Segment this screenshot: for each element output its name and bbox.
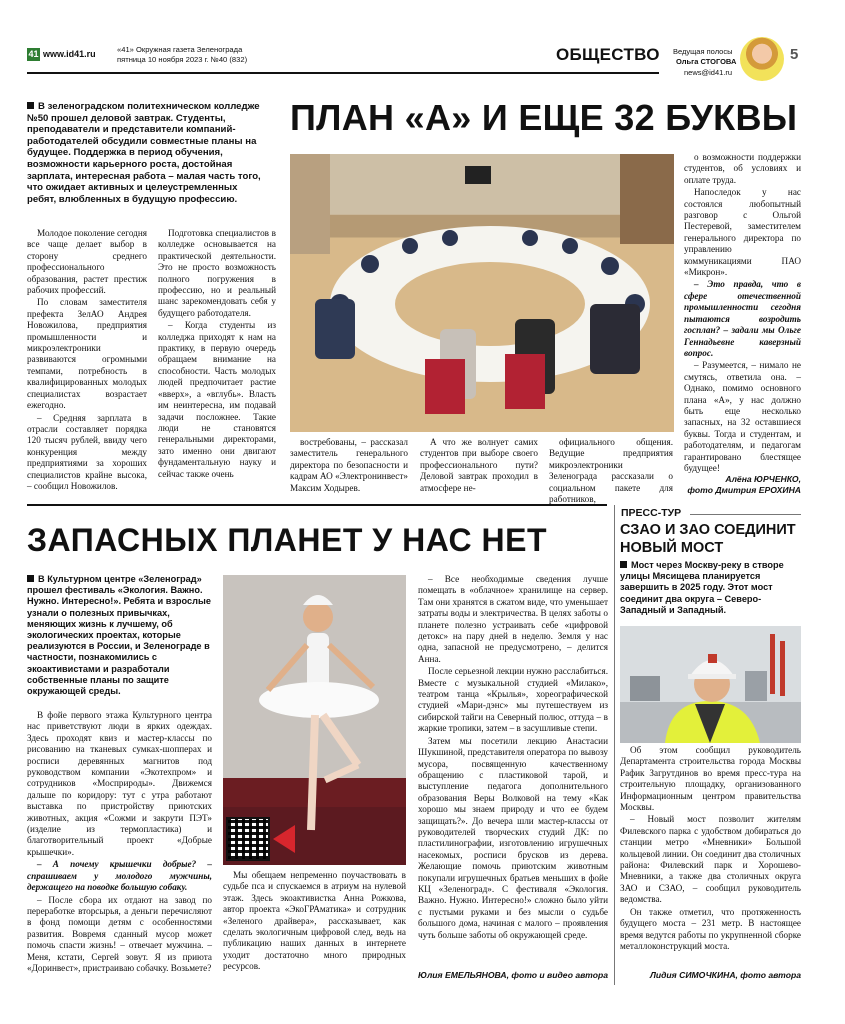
paper-name: «41» Окружная газета Зеленограда bbox=[117, 45, 243, 54]
section-divider bbox=[27, 504, 607, 506]
qr-code-icon[interactable] bbox=[226, 817, 270, 861]
bullet-square-icon bbox=[620, 561, 627, 568]
article1-byline: Алёна ЮРЧЕНКО, фото Дмитрия ЕРОХИНА bbox=[687, 474, 801, 495]
article2-photo-dancer bbox=[223, 575, 406, 865]
site-url[interactable]: www.id41.ru bbox=[43, 49, 96, 59]
article1-title: ПЛАН «А» И ЕЩЕ 32 БУКВЫ bbox=[290, 97, 798, 138]
meeting-illustration-icon bbox=[290, 154, 674, 432]
header-rule bbox=[27, 72, 659, 74]
article2-title: ЗАПАСНЫХ ПЛАНЕТ У НАС НЕТ bbox=[27, 522, 547, 558]
section-title: ОБЩЕСТВО bbox=[556, 45, 660, 64]
article2-column-2: Мы обещаем непременно поучаствовать в судьбе пса и спускаемся в атриум на нулевой этаж. Здесь экоактивистка Анна Рожкова, автор проекта «ЭкоГРАматика» и сотрудник «Зеленого драйвера», рассказывает, как сделать экологичным цифровой след, ведь на публикацию наших данных в интернете уходит достаточно много природных ресурсов. bbox=[223, 870, 406, 972]
sidebar-photo-builder bbox=[620, 626, 801, 743]
sidebar-rubric-line bbox=[690, 514, 801, 515]
bullet-square-icon bbox=[27, 575, 34, 582]
sidebar-byline: Лидия СИМОЧКИНА, фото автора bbox=[649, 970, 801, 980]
paper-issue: пятница 10 ноября 2023 г. №40 (832) bbox=[117, 55, 248, 64]
play-arrow-icon[interactable] bbox=[273, 825, 295, 853]
article1-column-6: о возможности поддержки студентов, об условиях и оплате труда. Напоследок у нас состоялся любопытный разговор с Ольгой Пестеревой, заместителем генерального директора по управлению коммуникациями ПАО «Микрон». – Это правда, что в сфере отечественной промышленности сегодня пытаются возродить госплан? – задали мы Ольге Геннадьевне каверзный вопрос. – Разумеется, – нимало не смутясь, ответила она. – Однако, помимо основного плана «А», у нас должно быть еще несколько запасных, на 32 оставшиеся буквы. Тогда и студентам, и работодателям, и педагогам гарантировано блестящее будущее! bbox=[684, 152, 801, 473]
article1-lead: В зеленоградском политехническом колледже №50 прошел деловой завтрак. Студенты, преподаватели и представители компаний-работодателей обсудили совместные планы на будущее. Поддержка в период обучения, возможности карьерного роста, достойная зарплата, интересная работа – малая часть того, что ожидает активных и целеустремленных ребят, влюбленных в будущую профессию. bbox=[27, 101, 261, 205]
sidebar-divider bbox=[614, 505, 615, 985]
article2-column-3: – Все необходимые сведения лучше помещать в «облачное» хранилище на сервер. Там они хранятся в сжатом виде, что уменьшает затраты воды и электричества. В целях заботы о планете полезно устраивать себе «цифровой детокс» на пару дней в неделю. Земля у нас одна, запасной не предусмотрено, – делится Анна. После серьезной лекции нужно расслабиться. Вместе с музыкальной студией «Милако», театром танца «Крылья», хореографической студией «Мари-дэнс» мы путешествуем из сибирской тайги на Северный полюс, оттуда – в жаркие тропики, затем – в засушливые степи. Затем мы посетили лекцию Анастасии Шукшиной, представителя оператора по вывозу мусора, посвященную качественному обращению с пластиковой тарой, и выступление педагога дополнительного образования Веры Волковой на тему «Как хорошо мы знаем природу и что ее будем защищать?». До вечера шли мастер-классы от руководителей творческих студий ДК: по пластилинографии, изготовлению игрушечных насекомых, росписи брусков из дерева. Желающие помочь приютским животным покупали игрушечных братьев меньших в фойе КЦ «Зеленоград». С фестиваля «Экология. Важно. Нужно. Интересно!» сложно было уйти с пустыми руками и без мысли о судьбе большого дома, начиная с малого – проявления чуть больше заботы об окружающей среде. bbox=[418, 574, 608, 940]
article1-column-2: Подготовка специалистов в колледже основывается на практической деятельности. Это не просто возможность полного погружения в профессию, но и реальный шанс зарекомендовать себя у будущего работодателя. – Когда студенты из колледжа приходят к нам на практику, в первую очередь обращаем внимание на способности. Часть молодых людей предпочитает растие «вверх», а «вглубь». Власть им неинтересна, им подавай задачи посложнее. Такие люди не становятся генеральными директорами, зато именно они двигают фундаментальную науку и сейчас также очень bbox=[158, 228, 276, 479]
page-number: 5 bbox=[790, 46, 799, 63]
editor-role: Ведущая полосы bbox=[673, 47, 733, 56]
article1-column-4: А что же волнует самих студентов при выборе своего профессионального пути? Деловой завтрак проходил в атмосфере не- bbox=[420, 437, 538, 493]
bullet-square-icon bbox=[27, 102, 34, 109]
sidebar-body: Об этом сообщил руководитель Департамента строительства города Москвы Рафик Загрутдинов во время пресс-тура на строительную площадку, организованного Информационным центром правительства Москвы. – Новый мост позволит жителям Филевского парка с удобством добираться до станции метро «Мневники» Большой кольцевой линии. Он соединит два столичных района: Филевский парк и Хорошево-Мневники, а также два столичных округа ЗАО и СЗАО, – сообщил руководитель ведомства. Он также отметил, что протяженность будущего моста – 231 метр. В настоящее время ведутся работы по укрупненной сборке металлоконструкций моста. bbox=[620, 745, 802, 951]
sidebar-title: СЗАО И ЗАО СОЕДИНИТ НОВЫЙ МОСТ bbox=[620, 522, 796, 556]
article2-lead: В Культурном центре «Зеленоград» прошел фестиваль «Экология. Важно. Нужно. Интересно!». Ребята и взрослые узнали о полезных привычках, меняющих жизнь к лучшему, об экологических проектах, которые реализуются в России, и Зеленограде в частности, познакомились с экоактивистами и разработали собственные планы по защите окружающей среды. bbox=[27, 574, 211, 697]
article2-byline: Юлия ЕМЕЛЬЯНОВА, фото и видео автора bbox=[418, 970, 608, 980]
logo-icon: 41 bbox=[28, 49, 39, 59]
editor-name: Ольга СТОГОВА bbox=[676, 57, 737, 66]
sidebar-lead: Мост через Москву-реку в створе улицы Мясищева планируется завершить в 2025 году. Этот мост соединит два округа – Северо-Западный и Западный. bbox=[620, 560, 784, 615]
editor-avatar bbox=[740, 37, 784, 81]
article1-column-1: Молодое поколение сегодня все чаще делает выбор в сторону среднего профессионального образования, растет престиж рабочих профессий. По словам заместителя префекта ЗелАО Андрея Новожилова, предприятия промышленности и микроэлектроники развиваются огромными темпами, потребность в квалифицированных молодых специалистах возрастает ежегодно. – Средняя зарплата в отрасли составляет порядка 120 тысяч рублей, ввиду чего конкуренция между предприятиями за хороших специалистов крайне высока, – сообщил Новожилов. bbox=[27, 228, 147, 491]
article1-column-5: официального общения. Ведущие предприятия микроэлектроники Зеленограда рассказали о социальном пакете для работников, bbox=[549, 437, 673, 505]
editor-email[interactable]: news@id41.ru bbox=[684, 68, 733, 77]
page-header bbox=[0, 0, 845, 82]
worker-helmet-illustration-icon bbox=[620, 626, 801, 743]
sidebar-rubric: ПРЕСС-ТУР bbox=[621, 507, 685, 519]
article2-column-1: В фойе первого этажа Культурного центра нас приветствуют люди в ярких одеждах. Здесь проходят квиз и мастер-классы по рисованию на тканевых сумках-шопперах и росписи деревянных магнитов под руководством компании «Экотехпром» и сотрудников «Мосприроды». Движемся дальше по коридору: тут с утра работают выставка по пристройству приютских животных, акция «Сожми и закрути ПЭТ» (изделие из термопластика) и благотворительный проект «Добрые крышечки». – А почему крышечки добрые? – спрашиваем у молодого мужчины, держащего на поводке большую собаку. – После сбора их отдают на завод по переработке вторсырья, а деньги перечисляют в фонд помощи детям с особенностями развития. Вовремя сданный мусор может помочь спасти жизнь! – отвечает мужчина. – Меня, кстати, Сергей зовут. Я из приюта «Доринвест», пристраиваю собачку. Возьмете? bbox=[27, 710, 212, 973]
article1-column-3: востребованы, – рассказал заместитель генерального директора по безопасности и кадрам АО «Электронинвест» Максим Ходырев. bbox=[290, 437, 408, 493]
article1-photo-breakfast bbox=[290, 154, 674, 432]
